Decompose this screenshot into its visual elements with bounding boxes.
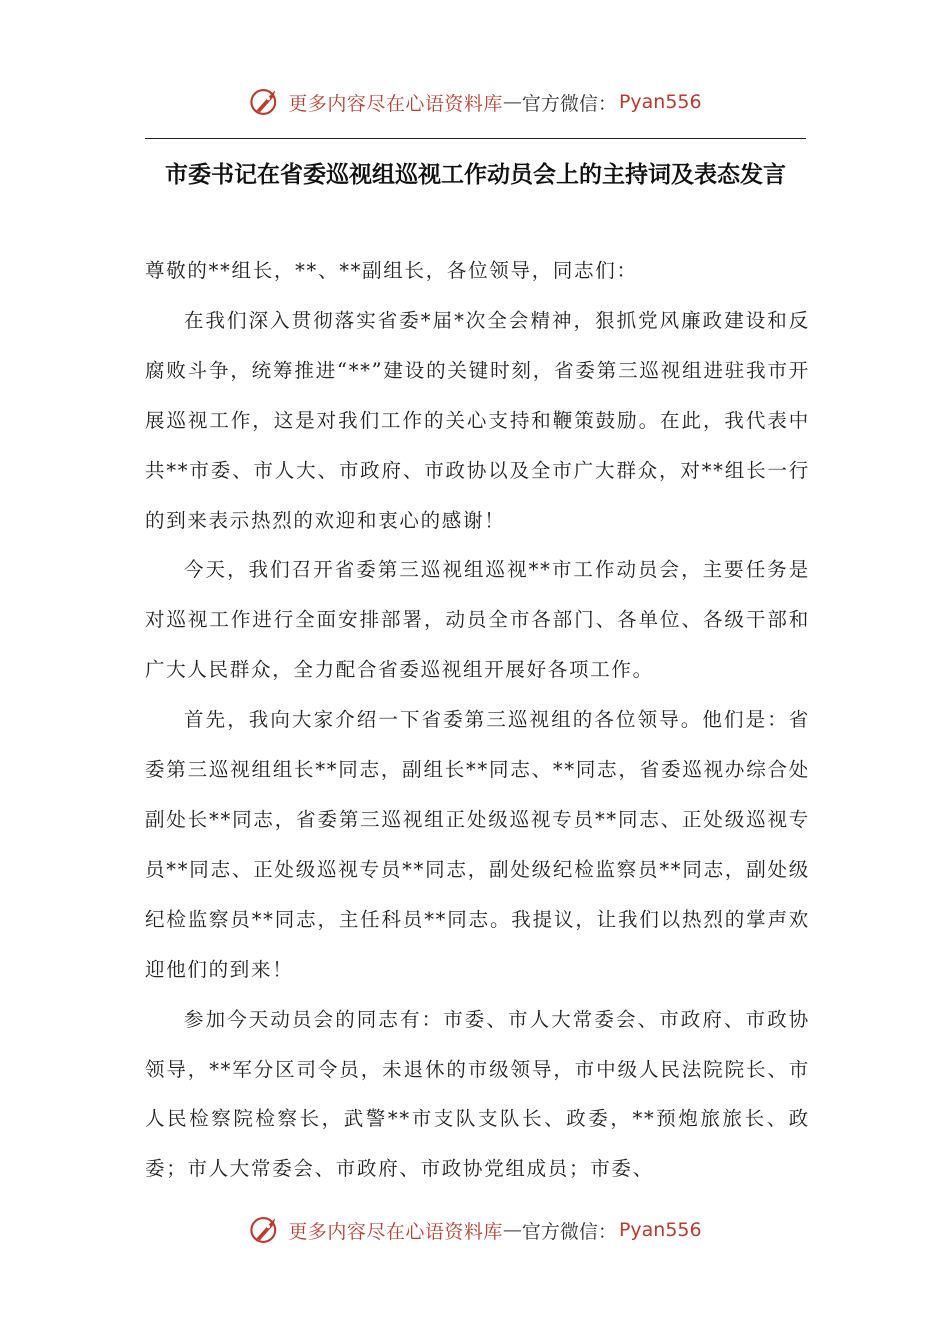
body-paragraph: 今天，我们召开省委第三巡视组巡视**市工作动员会，主要任务是对巡视工作进行全面安排部署，动员全市各部门、各单位、各级干部和广大人民群众，全力配合省委巡视组开展好各项工作。 bbox=[145, 558, 810, 682]
banner-dash: — bbox=[502, 1219, 522, 1241]
banner-site-text: 更多内容尽在心语资料库 bbox=[288, 92, 503, 115]
document-body bbox=[145, 246, 810, 1194]
header-watermark-banner bbox=[0, 82, 950, 122]
banner-wechat-label: 官方微信： bbox=[521, 1220, 617, 1243]
banner-wechat-id: Pyan556 bbox=[618, 1219, 702, 1241]
footer-watermark-banner bbox=[0, 1210, 950, 1250]
banner-wechat-label: 官方微信： bbox=[521, 92, 617, 115]
body-paragraph: 在我们深入贯彻落实省委*届*次全会精神，狠抓党风廉政建设和反腐败斗争，统筹推进“**”建设的关键时刻，省委第三巡视组进驻我市开展巡视工作，这是对我们工作的关心支持和鞭策鼓励。在此，我代表中共**市委、市人大、市政府、市政协以及全市广大群众，对**组长一行的到来表示热烈的欢迎和衷心的感谢！ bbox=[145, 308, 810, 532]
banner-dash: — bbox=[502, 91, 522, 113]
pen-nib-logo-icon bbox=[248, 85, 282, 119]
banner-wechat-id: Pyan556 bbox=[618, 91, 702, 113]
salutation-paragraph: 尊敬的**组长，**、**副组长，各位领导，同志们： bbox=[145, 259, 638, 282]
pen-nib-logo-icon bbox=[248, 1213, 282, 1247]
banner-site-text: 更多内容尽在心语资料库 bbox=[288, 1220, 503, 1243]
document-title: 市委书记在省委巡视组巡视工作动员会上的主持词及表态发言 bbox=[165, 161, 786, 188]
body-paragraph: 首先，我向大家介绍一下省委第三巡视组的各位领导。他们是：省委第三巡视组组长**同志，副组长**同志、**同志，省委巡视办综合处副处长**同志，省委第三巡视组正处级巡视专员**同志、正处级巡视专员**同志、正处级巡视专员**同志，副处级纪检监察员**同志，副处级纪检监察员**同志，主任科员**同志。我提议，让我们以热烈的掌声欢迎他们的到来！ bbox=[145, 708, 810, 981]
body-paragraph: 参加今天动员会的同志有：市委、市人大常委会、市政府、市政协领导，**军分区司令员，未退休的市级领导，市中级人民法院院长、市人民检察院检察长，武警**市支队支队长、政委，**预炮旅旅长、政委；市人大常委会、市政府、市政协党组成员；市委、 bbox=[145, 1007, 810, 1181]
header-divider bbox=[145, 138, 806, 139]
